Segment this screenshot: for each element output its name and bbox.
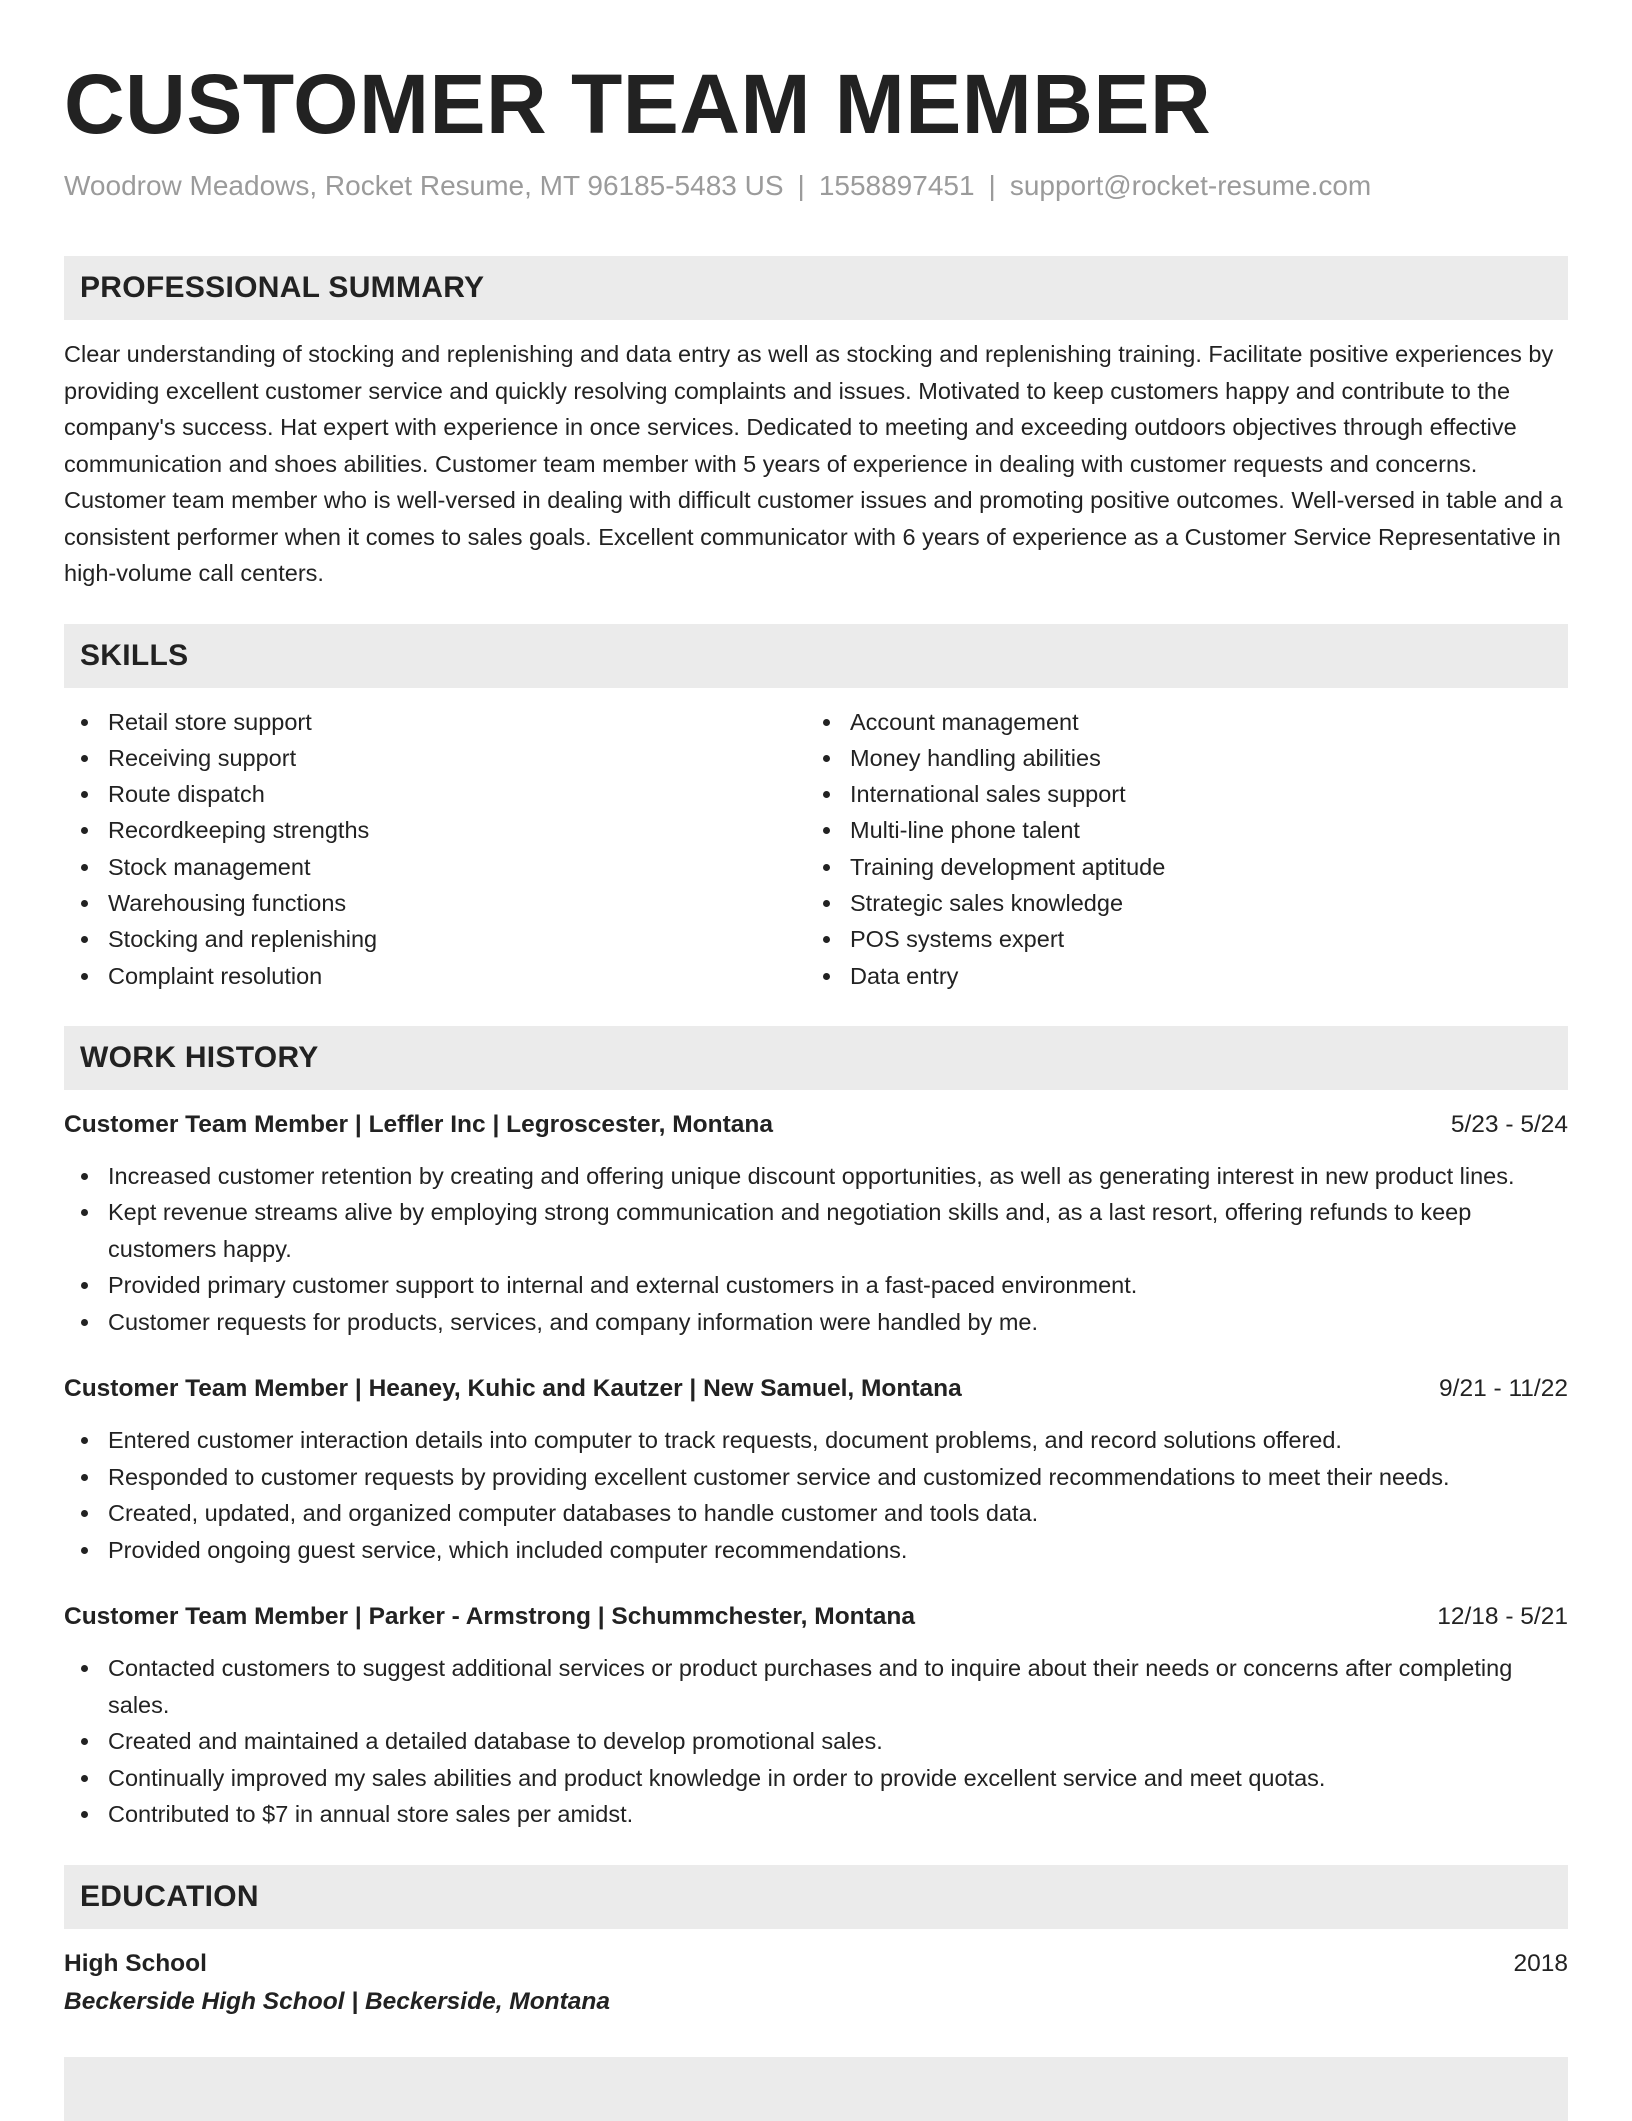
skills-columns [64, 704, 1568, 994]
skills-heading: SKILLS [64, 624, 1568, 688]
resume-title: CUSTOMER TEAM MEMBER [64, 57, 1212, 151]
job-header [64, 1372, 1568, 1406]
job-entry [64, 1108, 1568, 1341]
next-section-bar [64, 2057, 1568, 2121]
contact-separator: | [797, 170, 805, 201]
skill-item: Warehousing functions [64, 885, 806, 921]
job-bullet: Customer requests for products, services, and company information were handled by me. [64, 1304, 1568, 1341]
work-history-heading: WORK HISTORY [64, 1026, 1568, 1090]
skill-item: Recordkeeping strengths [64, 812, 806, 848]
education-school: Beckerside High School | Beckerside, Montana [64, 1987, 611, 2015]
job-dates: 9/21 - 11/22 [1439, 1375, 1568, 1403]
skill-item: POS systems expert [806, 921, 1548, 957]
skill-item: Complaint resolution [64, 958, 806, 994]
education-header [64, 1947, 1568, 1981]
skills-list-left [64, 704, 806, 994]
job-bullet: Kept revenue streams alive by employing strong communication and negotiation skills and, as a last resort, offering refunds to keep customers happy. [64, 1194, 1568, 1267]
job-bullets [64, 1158, 1568, 1341]
job-dates: 5/23 - 5/24 [1450, 1110, 1568, 1138]
job-bullet: Entered customer interaction details into computer to track requests, document problems, and record solutions offered. [64, 1422, 1568, 1459]
job-header [64, 1600, 1568, 1634]
skill-item: Training development aptitude [806, 849, 1548, 885]
job-bullet: Responded to customer requests by providing excellent customer service and customized recommendations to meet their needs. [64, 1459, 1568, 1496]
contact-address: Woodrow Meadows, Rocket Resume, MT 96185-5483 US [64, 170, 784, 201]
contact-line [64, 168, 1568, 204]
skill-item: Receiving support [64, 740, 806, 776]
job-dates: 12/18 - 5/21 [1437, 1603, 1568, 1631]
contact-separator: | [988, 170, 996, 201]
job-title: Customer Team Member | Parker - Armstrong | Schummchester, Montana [64, 1603, 916, 1631]
summary-text: Clear understanding of stocking and replenishing and data entry as well as stocking and replenishing training. Facilitate positive experiences by providing excellent customer service and quickly resolving complaints and issues. Motivated to keep customers happy and contribute to the company's success. Hat expert with experience in once services. Dedicated to meeting and exceeding outdoors objectives through effective communication and shoes abilities. Customer team member with 5 years of experience in dealing with customer requests and concerns. Customer team member who is well-versed in dealing with difficult customer issues and promoting positive outcomes. Well-versed in table and a consistent performer when it comes to sales goals. Excellent communicator with 6 years of experience as a Customer Service Representative in high-volume call centers. [64, 341, 1563, 586]
job-entry [64, 1600, 1568, 1833]
skill-item: International sales support [806, 776, 1548, 812]
job-bullets [64, 1422, 1568, 1568]
education-degree: High School [64, 1949, 207, 1977]
skill-item: Strategic sales knowledge [806, 885, 1548, 921]
education-heading: EDUCATION [64, 1865, 1568, 1929]
contact-phone: 1558897451 [818, 170, 975, 201]
skills-list-right [806, 704, 1548, 994]
job-bullet: Provided primary customer support to internal and external customers in a fast-paced environment. [64, 1267, 1568, 1304]
contact-email: support@rocket-resume.com [1009, 170, 1372, 201]
job-bullet: Created and maintained a detailed database to develop promotional sales. [64, 1723, 1568, 1760]
job-entry [64, 1372, 1568, 1568]
skill-item: Retail store support [64, 704, 806, 740]
skill-item: Account management [806, 704, 1548, 740]
job-bullet: Continually improved my sales abilities and product knowledge in order to provide excellent service and meet quotas. [64, 1760, 1568, 1797]
skill-item: Data entry [806, 958, 1548, 994]
job-title: Customer Team Member | Heaney, Kuhic and Kautzer | New Samuel, Montana [64, 1375, 962, 1403]
job-title: Customer Team Member | Leffler Inc | Legroscester, Montana [64, 1110, 773, 1138]
education-year: 2018 [1513, 1949, 1568, 1977]
job-bullet: Contributed to $7 in annual store sales per amidst. [64, 1796, 1568, 1833]
skill-item: Stocking and replenishing [64, 921, 806, 957]
job-bullet: Provided ongoing guest service, which included computer recommendations. [64, 1532, 1568, 1569]
job-bullets [64, 1650, 1568, 1833]
job-bullet: Contacted customers to suggest additional services or product purchases and to inquire about their needs or concerns after completing sales. [64, 1650, 1568, 1723]
job-bullet: Increased customer retention by creating and offering unique discount opportunities, as well as generating interest in new product lines. [64, 1158, 1568, 1195]
job-header [64, 1108, 1568, 1142]
skill-item: Route dispatch [64, 776, 806, 812]
skill-item: Multi-line phone talent [806, 812, 1548, 848]
job-bullet: Created, updated, and organized computer databases to handle customer and tools data. [64, 1495, 1568, 1532]
skill-item: Stock management [64, 849, 806, 885]
summary-heading: PROFESSIONAL SUMMARY [64, 256, 1568, 320]
skill-item: Money handling abilities [806, 740, 1548, 776]
